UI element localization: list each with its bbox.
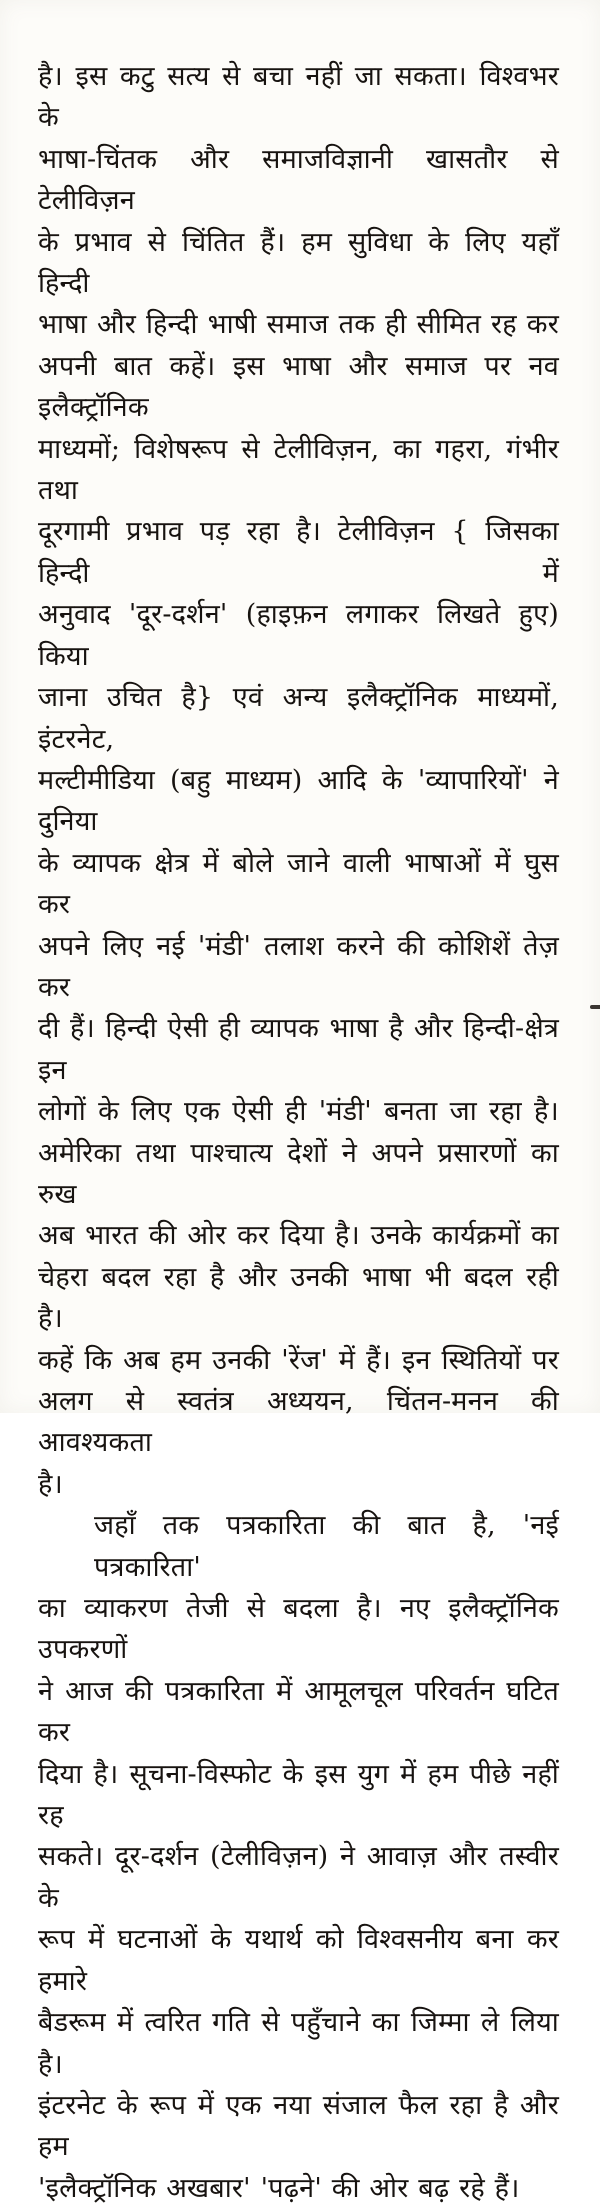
text-line: रूप में घटनाओं के यथार्थ को विश्वसनीय बना कर हमारे [38,1924,559,1997]
text-line: अपनी बात कहें। इस भाषा और समाज पर नव इलैक्ट्रॉनिक [38,350,559,424]
text-line: के व्यापक क्षेत्र में बोले जाने वाली भाषाओं में घुस कर [38,847,559,921]
scan-artifact-mark [590,1005,600,1009]
text-line: अमेरिका तथा पाश्चात्य देशों ने अपने प्रसारणों का रुख [38,1137,559,1210]
text-line: इंटरनेट के रूप में एक नया संजाल फैल रहा है और हम [38,2089,559,2163]
text-line: 'इलैक्ट्रॉनिक अखबार' 'पढ़ने' की ओर बढ़ रहे हैं। [38,2172,520,2204]
text-line: बैडरूम में त्वरित गति से पहुँचाने का जिम्मा ले लिया है। [38,2007,559,2080]
paragraph [38,56,559,1505]
text-line: दूरगामी प्रभाव पड़ रहा है। टेलीविज़न { जिसका हिन्दी में [38,516,559,589]
text-line: अपने लिए नई 'मंडी' तलाश करने की कोशिशें तेज़ कर [38,930,559,1003]
text-line: कहें कि अब हम उनकी 'रेंज' में हैं। इन स्थितियों पर [38,1344,559,1376]
text-line: ने आज की पत्रकारिता में आमूलचूल परिवर्तन घटित कर [38,1675,559,1749]
text-line: मल्टीमीडिया (बहु माध्यम) आदि के 'व्यापारियों' ने दुनिया [38,764,559,838]
text-line: के प्रभाव से चिंतित हैं। हम सुविधा के लिए यहाँ हिन्दी [38,226,559,300]
text-line: जहाँ तक पत्रकारिता की बात है, 'नई पत्रकारिता' [94,1510,559,1583]
text-line: का व्याकरण तेजी से बदला है। नए इलैक्ट्रॉनिक उपकरणों [38,1593,559,1666]
text-line: अनुवाद 'दूर-दर्शन' (हाइफ़न लगाकर लिखते हुए) किया [38,599,559,672]
text-line: भाषा-चिंतक और समाजविज्ञानी खासतौर से टेलीविज़न [38,143,559,217]
text-line: अलग से स्वतंत्र अध्ययन, चिंतन-मनन की आवश्यकता [38,1386,559,1459]
text-line: दिया है। सूचना-विस्फोट के इस युग में हम पीछे नहीं रह [38,1758,559,1832]
text-line: सकते। दूर-दर्शन (टेलीविज़न) ने आवाज़ और तस्वीर के [38,1841,559,1914]
text-line: अब भारत की ओर कर दिया है। उनके कार्यक्रमों का [38,1220,559,1252]
paragraph [38,1505,559,2209]
text-line: जाना उचित है} एवं अन्य इलैक्ट्रॉनिक माध्यमों, इंटरनेट, [38,682,559,755]
text-line: माध्यमों; विशेषरूप से टेलीविज़न, का गहरा, गंभीर तथा [38,433,559,507]
text-line: भाषा और हिन्दी भाषी समाज तक ही सीमित रह कर [38,309,559,341]
text-line: चेहरा बदल रहा है और उनकी भाषा भी बदल रही है। [38,1261,559,1335]
text-block [38,56,559,2209]
text-line: लोगों के लिए एक ऐसी ही 'मंडी' बनता जा रहा है। [38,1096,559,1128]
text-line: है। [38,1468,63,1500]
text-line: दी हैं। हिन्दी ऐसी ही व्यापक भाषा है और हिन्दी-क्षेत्र इन [38,1013,559,1086]
text-line: है। इस कटु सत्य से बचा नहीं जा सकता। विश्वभर के [38,61,559,134]
